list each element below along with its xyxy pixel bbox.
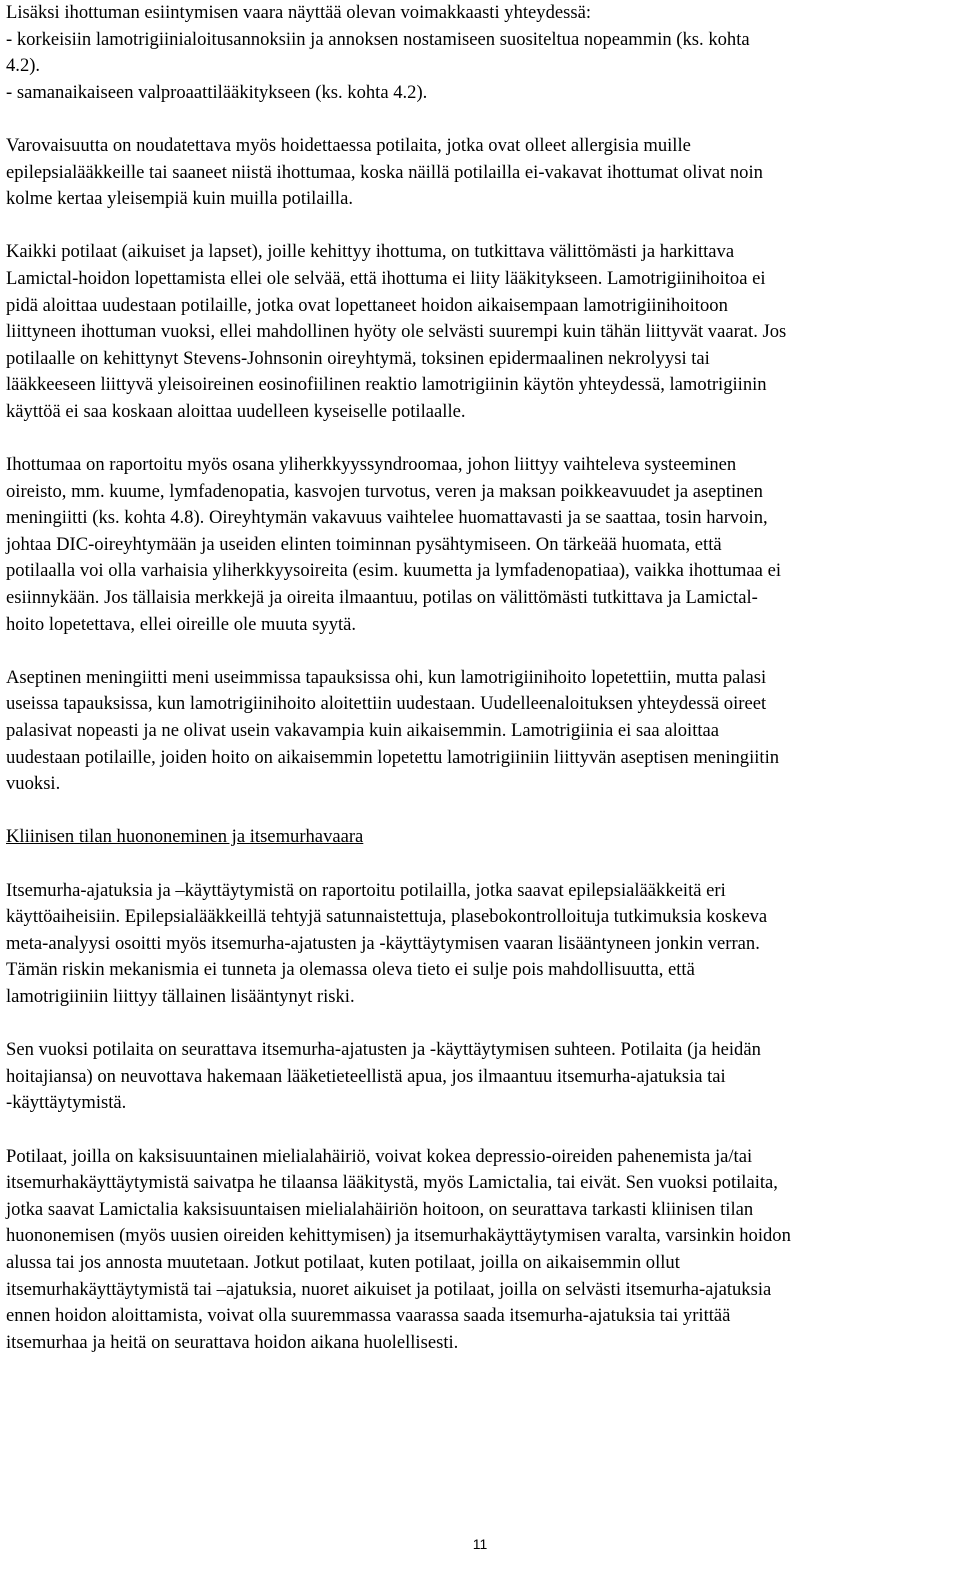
heading-suicide-risk: Kliinisen tilan huononeminen ja itsemurhavaara (6, 826, 364, 848)
list-item: - samanaikaiseen valproaattilääkitykseen (ks. kohta 4.2). (6, 81, 428, 103)
page-number: 11 (472, 1536, 488, 1552)
paragraph-monitoring: Sen vuoksi potilaita on seurattava itsemurha-ajatusten ja -käyttäytymisen suhteen. Potilaita (ja heidän hoitajiansa) on neuvottava hakemaan lääketieteellistä apua, jos ilmaantuu itsemurha-ajatuksia tai -käyttäytymistä. (6, 1039, 761, 1114)
risk-factor-list (6, 27, 954, 107)
section-heading (6, 824, 954, 851)
paragraph-allergy-caution: Varovaisuutta on noudatettava myös hoidettaessa potilaita, jotka ovat olleet allergisia muille epilepsialääkkeille tai saaneet niistä ihottumaa, koska näillä potilailla ei-vakavat ihottumat olivat noin kolme kertaa yleisempiä kuin muilla potilailla. (6, 134, 763, 210)
paragraph-rash-examination: Kaikki potilaat (aikuiset ja lapset), joille kehittyy ihottuma, on tutkittava välittömästi ja harkittava Lamictal-hoidon lopettamista ellei ole selvää, että ihottuma ei liity lääkitykseen. Lamotrigiinihoitoa ei pidä aloittaa uudestaan potilaille, jotka ovat lopettaneet hoidon aikaisempaan lamotrigiinihoitoon liittyneen ihottuman vuoksi, ellei mahdollinen hyöty ole selvästi suurempi kuin tähän liittyvät vaarat. Jos potilaalle on kehittynyt Stevens-Johnsonin oireyhtymä, toksinen epidermaalinen nekrolyysi tai lääkkeeseen liittyvä yleisoireinen eosinofiilinen reaktio lamotrigiinin käytön yhteydessä, lamotrigiinin käyttöä ei saa koskaan aloittaa uudelleen kyseiselle potilaalle. (6, 241, 787, 422)
list-item: - korkeisiin lamotrigiinialoitusannoksiin ja annoksen nostamiseen suositeltua nopeammin (ks. kohta 4.2). (6, 28, 750, 77)
paragraph-aseptic-meningitis: Aseptinen meningiitti meni useimmissa tapauksissa ohi, kun lamotrigiinihoito lopetettiin, mutta palasi useissa tapauksissa, kun lamotrigiinihoito aloitettiin uudestaan. Uudelleenaloituksen yhteydessä oireet palasivat nopeasti ja ne olivat usein vakavampia kuin aikaisemmin. Lamotrigiinia ei saa aloittaa uudestaan potilaille, joiden hoito on aikaisemmin lopetettu lamotrigiiniin liittyvän aseptisen meningiitin vuoksi. (6, 666, 780, 795)
paragraph-hypersensitivity: Ihottumaa on raportoitu myös osana yliherkkyyssyndroomaa, johon liittyy vaihteleva systeeminen oireisto, mm. kuume, lymfadenopatia, kasvojen turvotus, veren ja maksan poikkeavuudet ja aseptinen meningiitti (ks. kohta 4.8). Oireyhtymän vakavuus vaihtelee huomattavasti ja se saattaa, tosin harvoin, johtaa DIC-oireyhtymään ja useiden elinten toiminnan pysähtymiseen. On tärkeää huomata, että potilaalla voi olla varhaisia yliherkkyysoireita (esim. kuumetta ja lymfadenopatiaa), vaikka ihottumaa ei esiinnykään. Jos tällaisia merkkejä ja oireita ilmaantuu, potilas on välittömästi tutkittava ja Lamictal- hoito lopetettava, ellei oireille ole muuta syytä. (6, 454, 781, 635)
paragraph-suicidal-ideation: Itsemurha-ajatuksia ja –käyttäytymistä on raportoitu potilailla, jotka saavat epilepsialääkkeitä eri käyttöaiheisiin. Epilepsialääkkeillä tehtyjä satunnaistettuja, plasebokontrolloituja tutkimuksia koskeva meta-analyysi osoitti myös itsemurha-ajatusten ja -käyttäytymisen vaaran lisääntyneen jonkin verran. Tämän riskin mekanismia ei tunneta ja olemassa oleva tieto ei sulje pois mahdollisuutta, että lamotrigiiniin liittyy tällainen lisääntynyt riski. (6, 879, 768, 1007)
paragraph-bipolar: Potilaat, joilla on kaksisuuntainen mielialahäiriö, voivat kokea depressio-oireiden pahenemista ja/tai itsemurhakäyttäytymistä saivatpa he tilaansa lääkitystä, myös Lamictalia, tai eivät. Sen vuoksi potilaita, jotka saavat Lamictalia kaksisuuntaisen mielialahäiriön hoitoon, on seurattava tarkasti kliinisen tilan huononemisen (myös uusien oireiden kehittymisen) ja itsemurhakäyttäytymisen varalta, varsinkin hoidon alussa tai jos annosta muutetaan. Jotkut potilaat, kuten potilaat, joilla on aikaisemmin ollut itsemurhakäyttäytymistä tai –ajatuksia, nuoret aikuiset ja potilaat, joilla on selvästi itsemurha-ajatuksia ennen hoidon aloittamista, voivat olla suuremmassa vaarassa saada itsemurha-ajatuksia tai yrittää itsemurhaa ja heitä on seurattava hoidon aikana huolellisesti. (6, 1145, 791, 1353)
document-page (6, 0, 954, 1356)
intro-text: Lisäksi ihottuman esiintymisen vaara näyttää olevan voimakkaasti yhteydessä: (6, 2, 592, 23)
